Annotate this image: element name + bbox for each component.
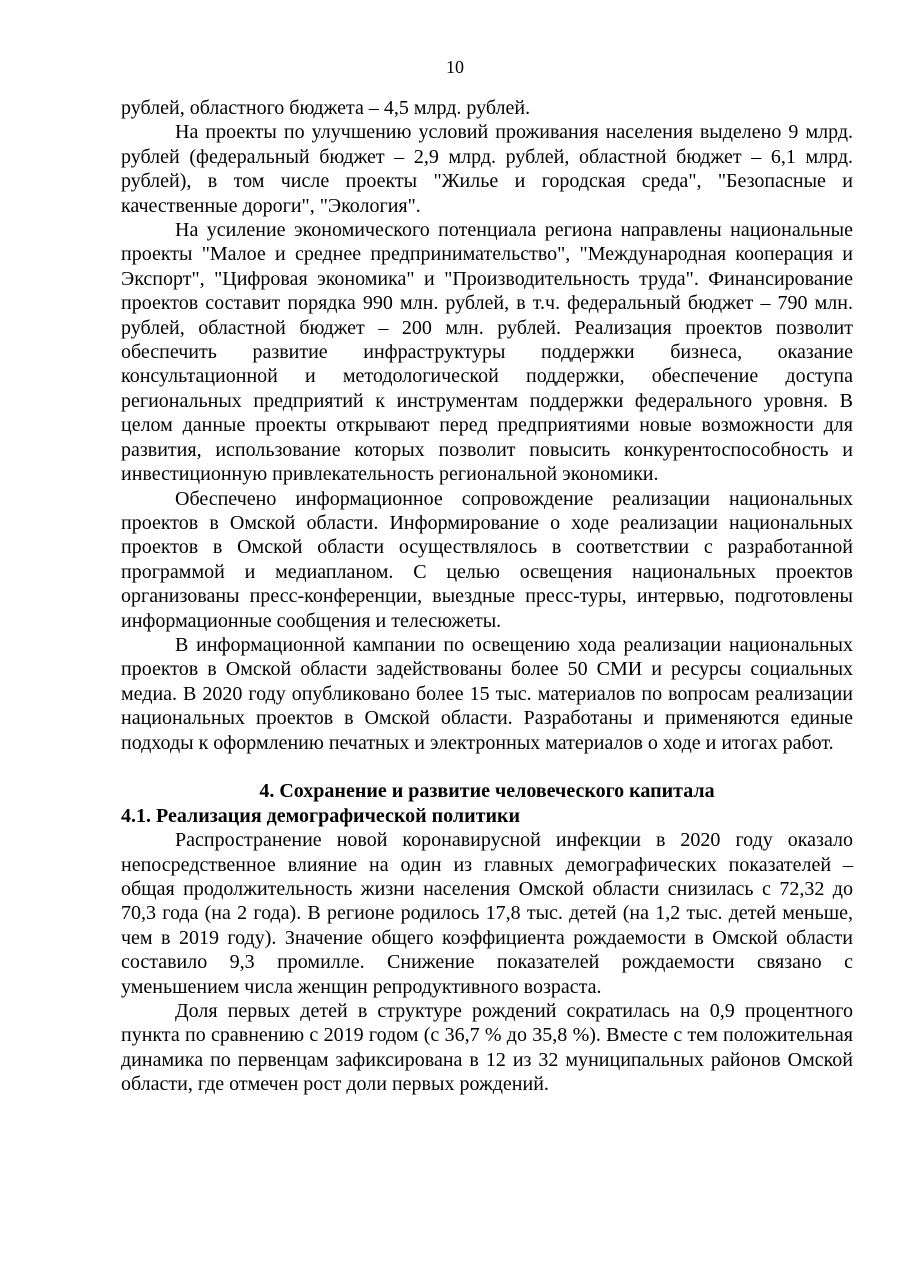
section-heading: 4. Сохранение и развитие человеческого капитала — [259, 780, 715, 803]
paragraph-information-support: Обеспечено информационное сопровождение реализации национальных проектов в Омской области. Информирование о ходе реализации национальных проектов в Омской области осуществлялось в соответствии с разработанной программой и медиапланом. С целью освещения национальных проектов организованы пресс-конференции, выездные пресс-туры, интервью, подготовлены информационные сообщения и телесюжеты. — [121, 487, 853, 632]
paragraph-demography: Распространение новой коронавирусной инфекции в 2020 году оказало непосредственное влияние на один из главных демографических показателей – общая продолжительность жизни населения Омской области снизилась с 72,32 до 70,3 года (на 2 года). В регионе родилось 17,8 тыс. детей (на 1,2 тыс. детей меньше, чем в 2019 году). Значение общего коэффициента рождаемости в Омской области составило 9,3 промилле. Снижение показателей рождаемости связано с уменьшением числа женщин репродуктивного возраста. — [121, 829, 853, 998]
paragraph-media-campaign: В информационной кампании по освещению хода реализации национальных проектов в Омской области задействованы более 50 СМИ и ресурсы социальных медиа. В 2020 году опубликовано более 15 тыс. материалов по вопросам реализации национальных проектов в Омской области. Разработаны и применяются единые подходы к оформлению печатных и электронных материалов о ходе и итогах работ. — [121, 633, 853, 754]
paragraph-economic-potential: На усиление экономического потенциала региона направлены национальные проекты "Малое и среднее предпринимательство", "Международная кооперация и Экспорт", "Цифровая экономика" и "Производительность труда". Финансирование проектов составит порядка 990 млн. рублей, в т.ч. федеральный бюджет – 790 млн. рублей, областной бюджет – 200 млн. рублей. Реализация проектов позволит обеспечить развитие инфраструктуры поддержки бизнеса, оказание консультационной и методологической поддержки, обеспечение доступа региональных предприятий к инструментам поддержки федерального уровня. В целом данные проекты открывают перед предприятиями новые возможности для развития, использование которых позволит повысить конкурентоспособность и инвестиционную привлекательность региональной экономики. — [121, 219, 853, 486]
document-body — [121, 96, 853, 1097]
paragraph-budget-continuation: рублей, областного бюджета – 4,5 млрд. рублей. — [121, 97, 531, 119]
subsection-heading: 4.1. Реализация демографической политики — [121, 804, 521, 827]
page-number: 10 — [446, 57, 464, 77]
paragraph-living-conditions: На проекты по улучшению условий проживания населения выделено 9 млрд. рублей (федеральный бюджет – 2,9 млрд. рублей, областной бюджет – 6,1 млрд. рублей), в том числе проекты "Жилье и городская среда", "Безопасные и качественные дороги", "Экология". — [121, 121, 853, 217]
paragraph-first-births: Доля первых детей в структуре рождений сократилась на 0,9 процентного пункта по сравнению с 2019 годом (с 36,7 % до 35,8 %). Вместе с тем положительная динамика по первенцам зафиксирована в 12 из 32 муниципальных районов Омской области, где отмечен рост доли первых рождений. — [121, 1000, 853, 1096]
